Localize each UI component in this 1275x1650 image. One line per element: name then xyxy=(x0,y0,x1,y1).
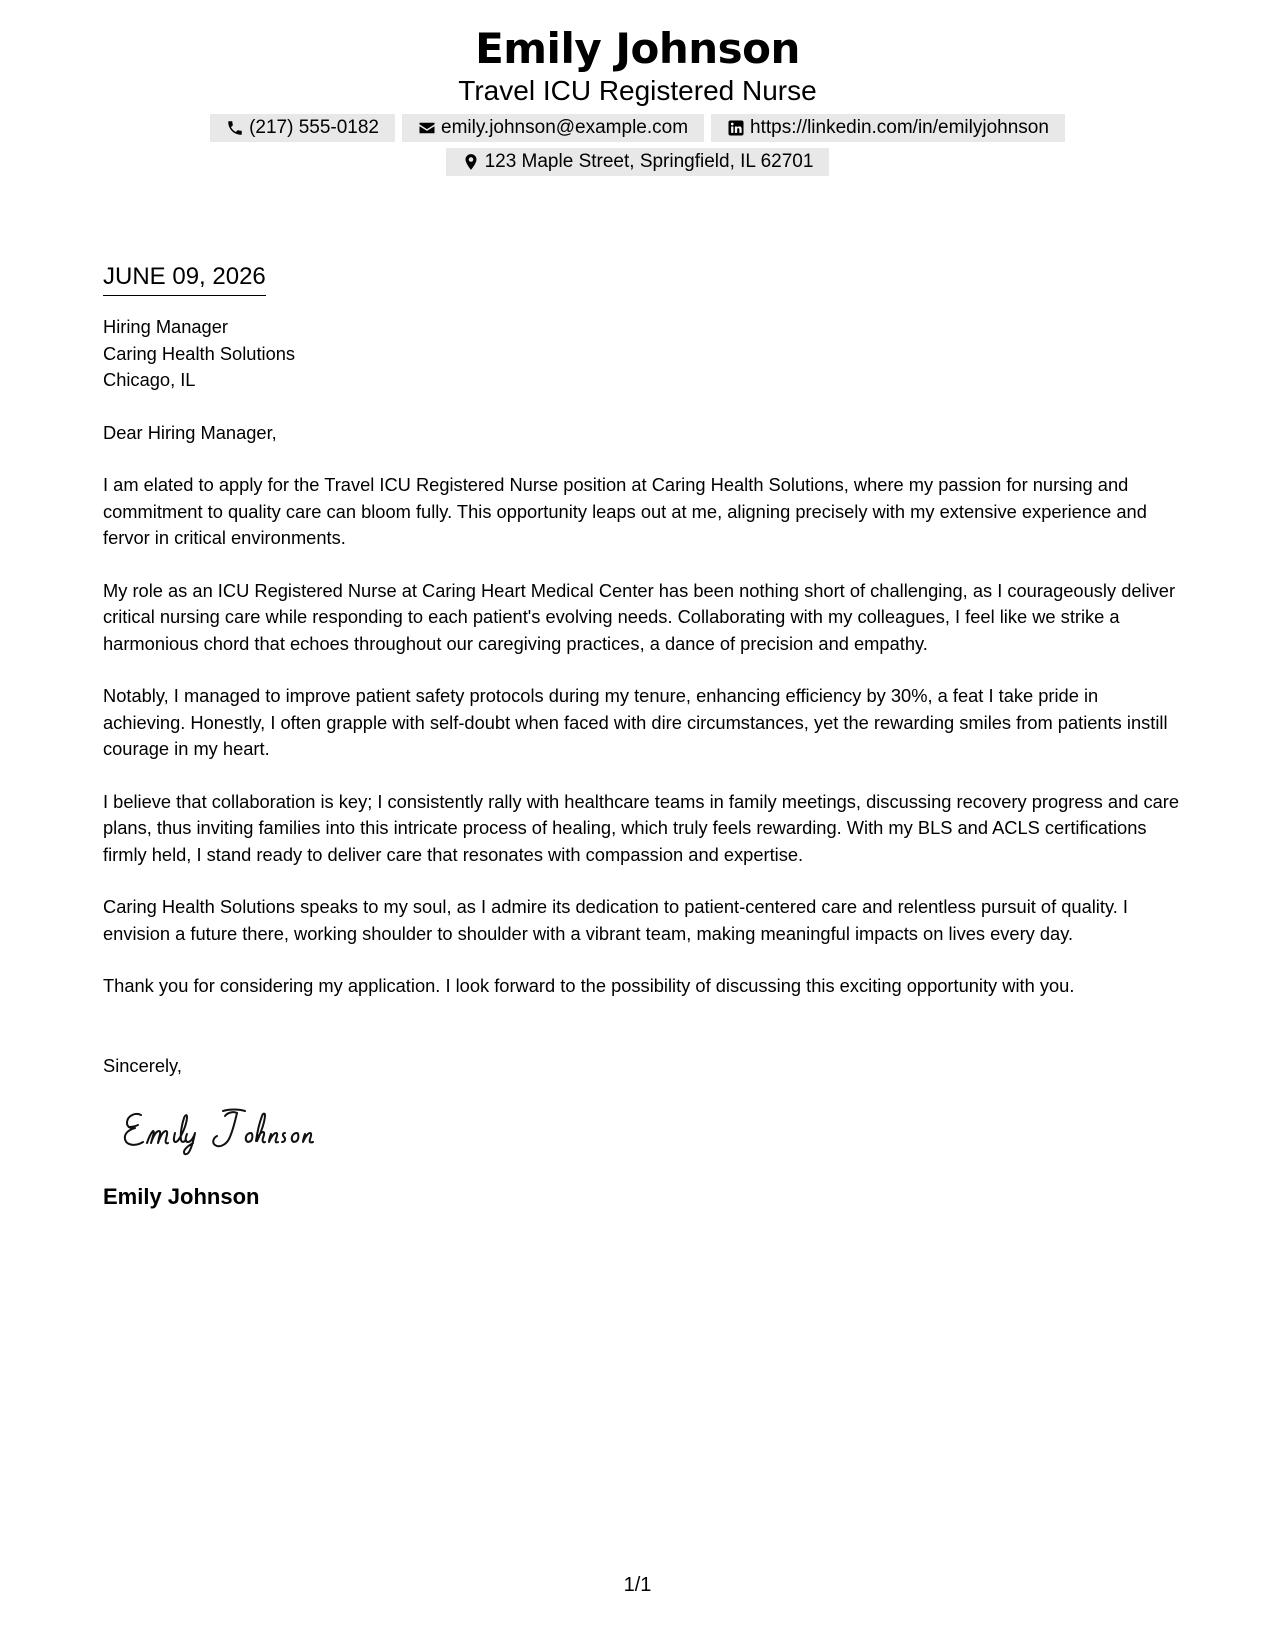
paragraph: I am elated to apply for the Travel ICU Registered Nurse position at Caring Health Solutions, where my passion for nursing and commitment to quality care can bloom fully. This opportunity leaps out at me, aligning precisely with my extensive experience and fervor in critical environments. xyxy=(103,474,1147,548)
salutation: Dear Hiring Manager, xyxy=(103,421,277,443)
signer-name: Emily Johnson xyxy=(103,1183,260,1209)
phone-chip[interactable] xyxy=(210,114,395,142)
contact-row xyxy=(0,114,1275,142)
recipient-block xyxy=(103,314,1183,394)
closing: Sincerely, xyxy=(103,1054,182,1076)
phone-icon xyxy=(226,119,244,137)
linkedin-chip[interactable] xyxy=(711,114,1065,142)
address-row xyxy=(0,148,1275,176)
recipient-location: Chicago, IL xyxy=(103,369,196,390)
email-chip[interactable] xyxy=(402,114,704,142)
letter-date: JUNE 09, 2026 xyxy=(103,262,266,296)
handwritten-signature xyxy=(119,1101,359,1157)
address-chip xyxy=(446,148,830,176)
applicant-name: Emily Johnson xyxy=(475,24,800,73)
letter-header xyxy=(0,22,1275,176)
linkedin-icon xyxy=(727,119,745,137)
paragraph: Caring Health Solutions speaks to my soul, as I admire its dedication to patient-centered care and relentless pursuit of quality. I envision a future there, working shoulder to shoulder with a vibrant team, making meaningful impacts on lives every day. xyxy=(103,896,1128,944)
address-text: 123 Maple Street, Springfield, IL 62701 xyxy=(484,151,814,172)
linkedin-text: https://linkedin.com/in/emilyjohnson xyxy=(750,117,1049,138)
paragraph: I believe that collaboration is key; I consistently rally with healthcare teams in family meetings, discussing recovery progress and care plans, thus inviting families into this intricate process of healing, which truly feels rewarding. With my BLS and ACLS certifications firmly held, I stand ready to deliver care that resonates with compassion and expertise. xyxy=(103,790,1180,865)
paragraph: My role as an ICU Registered Nurse at Caring Heart Medical Center has been nothing short of challenging, as I courageously deliver critical nursing care while responding to each patient's evolving needs. Collaborating with my colleagues, I feel like we strike a harmonious chord that echoes throughout our caregiving practices, a dance of precision and empathy. xyxy=(103,579,1176,654)
map-marker-icon xyxy=(462,153,480,171)
paragraph: Thank you for considering my application. I look forward to the possibility of discussing this exciting opportunity with you. xyxy=(103,975,1075,996)
phone-text: (217) 555-0182 xyxy=(249,117,379,138)
recipient-company: Caring Health Solutions xyxy=(103,342,296,364)
recipient-name: Hiring Manager xyxy=(103,316,228,337)
envelope-icon xyxy=(418,119,436,137)
letter-body xyxy=(103,262,1183,1211)
paragraph: Notably, I managed to improve patient safety protocols during my tenure, enhancing efficiency by 30%, a feat I take pride in achieving. Honestly, I often grapple with self-doubt when faced with dire circumstances, yet the rewarding smiles from patients instill courage in my heart. xyxy=(103,685,1168,759)
page-number: 1/1 xyxy=(623,1574,652,1596)
job-title: Travel ICU Registered Nurse xyxy=(458,75,817,106)
email-text: emily.johnson@example.com xyxy=(441,117,689,138)
